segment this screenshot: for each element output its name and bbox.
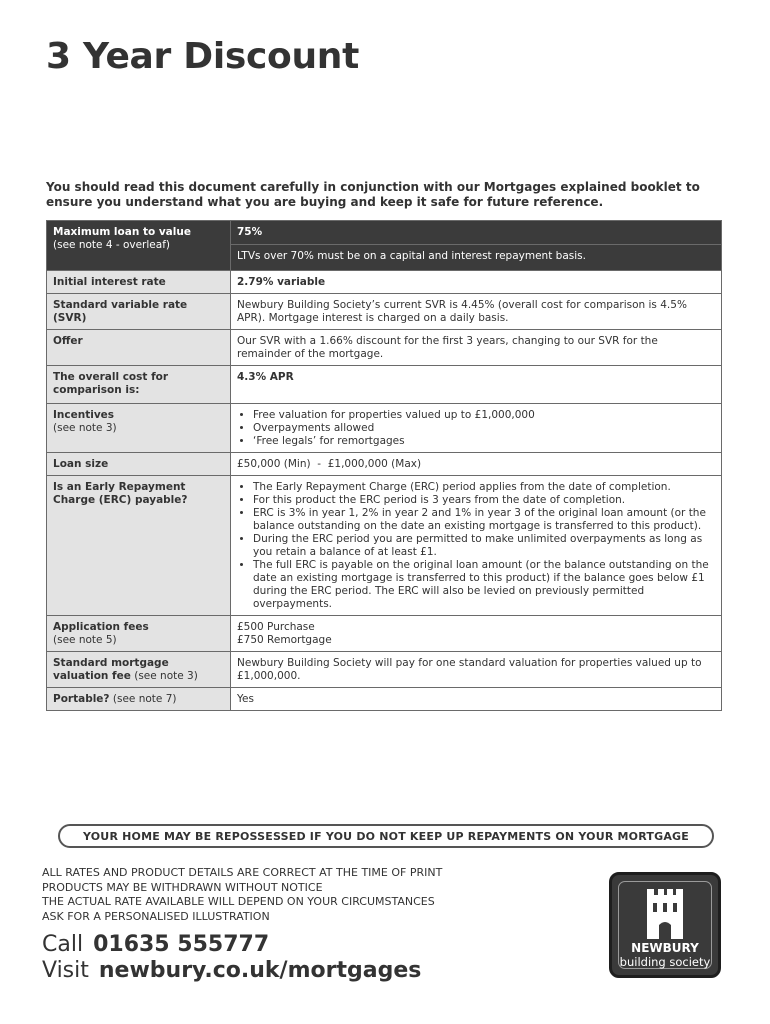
- fee-purchase: £500 Purchase: [237, 621, 315, 633]
- table-row: [47, 616, 722, 652]
- list-item: • For this product the ERC period is 3 years from the date of completion.: [253, 494, 715, 507]
- row-label-text: Standard variable rate (SVR): [53, 299, 188, 324]
- logo-name: NEWBURY: [631, 941, 699, 955]
- page-title: 3 Year Discount: [46, 36, 360, 77]
- note-line: ASK FOR A PERSONALISED ILLUSTRATION: [42, 909, 270, 923]
- repossession-warning: YOUR HOME MAY BE REPOSSESSED IF YOU DO NOT KEEP UP REPAYMENTS ON YOUR MORTGAGE: [58, 824, 714, 848]
- table-row: [47, 221, 722, 245]
- newbury-logo: [609, 872, 721, 978]
- row-value: Yes: [231, 688, 722, 711]
- row-label: [47, 688, 231, 711]
- call-label: Call: [42, 932, 84, 957]
- row-label: [47, 294, 231, 330]
- row-value: [231, 476, 722, 616]
- note-line: ALL RATES AND PRODUCT DETAILS ARE CORRECT AT THE TIME OF PRINT: [42, 866, 443, 879]
- erc-list: [237, 481, 715, 611]
- row-label-text: Is an Early Repayment Charge (ERC) payable?: [53, 481, 188, 506]
- list-item: • Overpayments allowed: [253, 422, 715, 435]
- row-label: [47, 652, 231, 688]
- disclaimer-notes: [42, 866, 442, 924]
- row-label: [47, 404, 231, 453]
- row-value: [231, 404, 722, 453]
- row-label-text: Application fees: [53, 621, 149, 633]
- visit-line: [42, 958, 421, 983]
- product-details-table: [46, 220, 722, 711]
- row-label-text: Loan size: [53, 458, 109, 470]
- phone-number[interactable]: 01635 555777: [93, 932, 270, 957]
- row-label: [47, 221, 231, 271]
- list-item: • During the ERC period you are permitted to make unlimited overpayments as long as you retain a balance of at least £1.: [253, 533, 715, 559]
- row-value: 75%: [231, 221, 722, 245]
- visit-label: Visit: [42, 958, 89, 983]
- table-row: [47, 688, 722, 711]
- website-link[interactable]: newbury.co.uk/mortgages: [98, 958, 422, 983]
- row-value: £50,000 (Min) - £1,000,000 (Max): [231, 453, 722, 476]
- list-item: • ‘Free legals’ for remortgages: [253, 435, 715, 448]
- row-label: [47, 616, 231, 652]
- row-label: [47, 271, 231, 294]
- row-label-text: Offer: [53, 335, 83, 347]
- row-value: LTVs over 70% must be on a capital and interest repayment basis.: [231, 245, 722, 271]
- row-label-note: (see note 3): [134, 670, 198, 682]
- list-item: • ERC is 3% in year 1, 2% in year 2 and 1% in year 3 of the original loan amount (or the balance outstanding on the date an existing mortgage is transferred to this product).: [253, 507, 715, 533]
- row-value: 2.79% variable: [231, 271, 722, 294]
- fee-remortgage: £750 Remortgage: [237, 634, 332, 646]
- note-line: THE ACTUAL RATE AVAILABLE WILL DEPEND ON YOUR CIRCUMSTANCES: [42, 895, 435, 909]
- row-label: [47, 453, 231, 476]
- row-label-text: Maximum loan to value: [53, 226, 191, 238]
- row-value: Newbury Building Society will pay for one standard valuation for properties valued up to £1,000,000.: [231, 652, 722, 688]
- logo-subtitle: building society: [619, 955, 711, 969]
- call-line: [42, 932, 269, 957]
- row-label-text: Standard mortgage valuation fee: [53, 657, 169, 682]
- intro-text: You should read this document carefully in conjunction with our Mortgages explained booklet to ensure you understand what you are buying and keep it safe for future reference.: [46, 180, 700, 209]
- table-row: [47, 271, 722, 294]
- note-line: PRODUCTS MAY BE WITHDRAWN WITHOUT NOTICE: [42, 880, 323, 894]
- row-label-note: (see note 4 - overleaf): [53, 239, 170, 251]
- incentives-list: [237, 409, 715, 448]
- list-item: • Free valuation for properties valued up to £1,000,000: [253, 409, 715, 422]
- row-value: Our SVR with a 1.66% discount for the first 3 years, changing to our SVR for the remainder of the mortgage.: [231, 330, 722, 366]
- table-row: [47, 476, 722, 616]
- row-value: Newbury Building Society’s current SVR is 4.45% (overall cost for comparison is 4.5% APR). Mortgage interest is charged on a daily basis.: [231, 294, 722, 330]
- row-label-note: (see note 5): [53, 634, 117, 646]
- row-label-text: The overall cost for comparison is:: [53, 371, 169, 396]
- row-value: [231, 616, 722, 652]
- table-row: [47, 294, 722, 330]
- table-row: [47, 652, 722, 688]
- table-row: [47, 366, 722, 404]
- castle-tower-icon: [643, 887, 687, 939]
- row-label: [47, 366, 231, 404]
- row-label-text: Initial interest rate: [53, 276, 166, 288]
- row-label-text: Portable?: [53, 693, 110, 705]
- table-row: [47, 404, 722, 453]
- row-label-text: Incentives: [53, 409, 115, 421]
- table-row: [47, 453, 722, 476]
- table-row: [47, 330, 722, 366]
- row-label: [47, 330, 231, 366]
- row-label-note: (see note 7): [112, 693, 177, 705]
- list-item: • The full ERC is payable on the original loan amount (or the balance outstanding on the date an existing mortgage is transferred to this product) if the balance goes below £1 during the ERC period. The ERC will also be levied on previously permitted overpayments.: [253, 559, 715, 611]
- list-item: • The Early Repayment Charge (ERC) period applies from the date of completion.: [253, 481, 715, 494]
- row-label-note: (see note 3): [53, 422, 117, 434]
- row-label: [47, 476, 231, 616]
- row-value: 4.3% APR: [231, 366, 722, 404]
